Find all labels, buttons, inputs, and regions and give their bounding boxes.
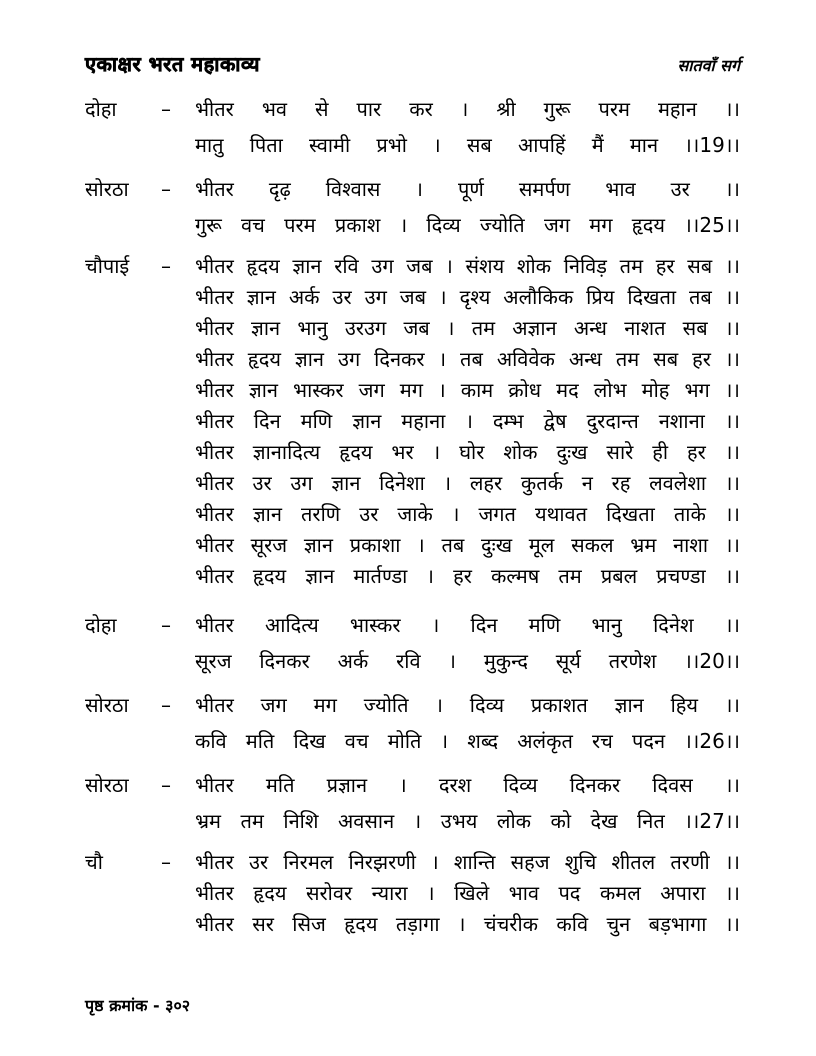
verse-lines [195, 767, 740, 839]
verse-lines [195, 607, 740, 679]
verse-line: सूरज दिनकर अर्क रवि । मुकुन्द सूर्य तरणेश ।।20।। [195, 649, 740, 673]
verse-line: भीतर ज्ञानादित्य हृदय भर । घोर शोक दुःख सारे ही हर ।। [195, 440, 740, 464]
stanza-type-label: सोरठा [85, 693, 129, 717]
verse-line: भीतर ज्ञान भास्कर जग मग । काम क्रोध मद लोभ मोह भग ।। [195, 378, 740, 402]
stanza-dash: – [161, 850, 171, 874]
verse-line: भीतर उर उग ज्ञान दिनेशा । लहर कुतर्क न रह लवलेशा ।। [195, 471, 740, 495]
stanza-soratha-27 [85, 767, 740, 839]
verse-line: भीतर सूरज ज्ञान प्रकाशा । तब दुःख मूल सकल भ्रम नाशा ।। [195, 533, 740, 557]
stanza-doha-20 [85, 607, 740, 679]
verse-line: मातु पिता स्वामी प्रभो । सब आपहिं मैं मान ।।19।। [195, 133, 740, 157]
verse-line: भीतर हृदय ज्ञान रवि उग जब । संशय शोक निविड़ तम हर सब ।। [195, 254, 740, 278]
verse-line: भीतर भव से पार कर । श्री गुरू परम महान ।। [195, 97, 740, 121]
stanza-type-label: सोरठा [85, 773, 129, 797]
verse-line: कवि मति दिख वच मोति । शब्द अलंकृत रच पदन ।।26।। [195, 729, 740, 753]
stanza-type-label: दोहा [85, 613, 117, 637]
stanza-doha-19 [85, 91, 740, 163]
verse-line: भीतर सर सिज हृदय तड़ागा । चंचरीक कवि चुन बड़भागा ।। [195, 912, 740, 936]
verse-line: भीतर ज्ञान अर्क उर उग जब । दृश्य अलौकिक प्रिय दिखता तब ।। [195, 285, 740, 309]
verse-line: भीतर दिन मणि ज्ञान महाना । दम्भ द्वेष दुरदान्त नशाना ।। [195, 409, 740, 433]
stanza-type-label: सोरठा [85, 177, 129, 201]
stanza-dash: – [161, 693, 171, 717]
verse-lines [195, 251, 740, 592]
stanza-soratha-25 [85, 171, 740, 243]
stanza-dash: – [161, 254, 171, 278]
verse-line: भीतर ज्ञान तरणि उर जाके । जगत यथावत दिखता ताके ।। [195, 502, 740, 526]
stanza-dash: – [161, 177, 171, 201]
stanza-soratha-26 [85, 687, 740, 759]
chapter-title: सातवाँ सर्ग [677, 56, 740, 75]
stanza-dash: – [161, 773, 171, 797]
verse-line: भीतर ज्ञान भानु उरउग जब । तम अज्ञान अन्ध नाशत सब ।। [195, 316, 740, 340]
stanza-chaupai [85, 251, 740, 592]
verse-lines [195, 687, 740, 759]
verse-line: भीतर आदित्य भास्कर । दिन मणि भानु दिनेश ।। [195, 613, 740, 637]
verse-lines [195, 91, 740, 163]
verse-line: भीतर दृढ़ विश्वास । पूर्ण समर्पण भाव उर ।। [195, 177, 740, 201]
stanza-chau [85, 847, 740, 940]
stanza-type-label: चौ [85, 850, 103, 874]
verse-line: भीतर हृदय ज्ञान मार्तण्डा । हर कल्मष तम प्रबल प्रचण्डा ।। [195, 564, 740, 588]
verse-line: भीतर उर निरमल निरझरणी । शान्ति सहज शुचि शीतल तरणी ।। [195, 850, 740, 874]
book-title: एकाक्षर भरत महाकाव्य [85, 52, 260, 76]
verse-lines [195, 171, 740, 243]
stanza-type-label: चौपाई [85, 254, 130, 278]
page-number: पृष्ठ क्रमांक - ३०२ [85, 996, 191, 1015]
verse-line: भीतर मति प्रज्ञान । दरश दिव्य दिनकर दिवस ।। [195, 773, 740, 797]
stanza-dash: – [161, 613, 171, 637]
verse-line: भीतर जग मग ज्योति । दिव्य प्रकाशत ज्ञान हिय ।। [195, 693, 740, 717]
verse-line: भीतर हृदय ज्ञान उग दिनकर । तब अविवेक अन्ध तम सब हर ।। [195, 347, 740, 371]
stanza-type-label: दोहा [85, 97, 117, 121]
page-footer [85, 994, 740, 1016]
verse-line: भ्रम तम निशि अवसान । उभय लोक को देख नित ।।27।। [195, 809, 740, 833]
verse-lines [195, 847, 740, 940]
stanza-dash: – [161, 97, 171, 121]
verse-line: भीतर हृदय सरोवर न्यारा । खिले भाव पद कमल अपारा ।। [195, 881, 740, 905]
verse-line: गुरू वच परम प्रकाश । दिव्य ज्योति जग मग हृदय ।।25।। [195, 213, 740, 237]
page-header [85, 50, 740, 77]
